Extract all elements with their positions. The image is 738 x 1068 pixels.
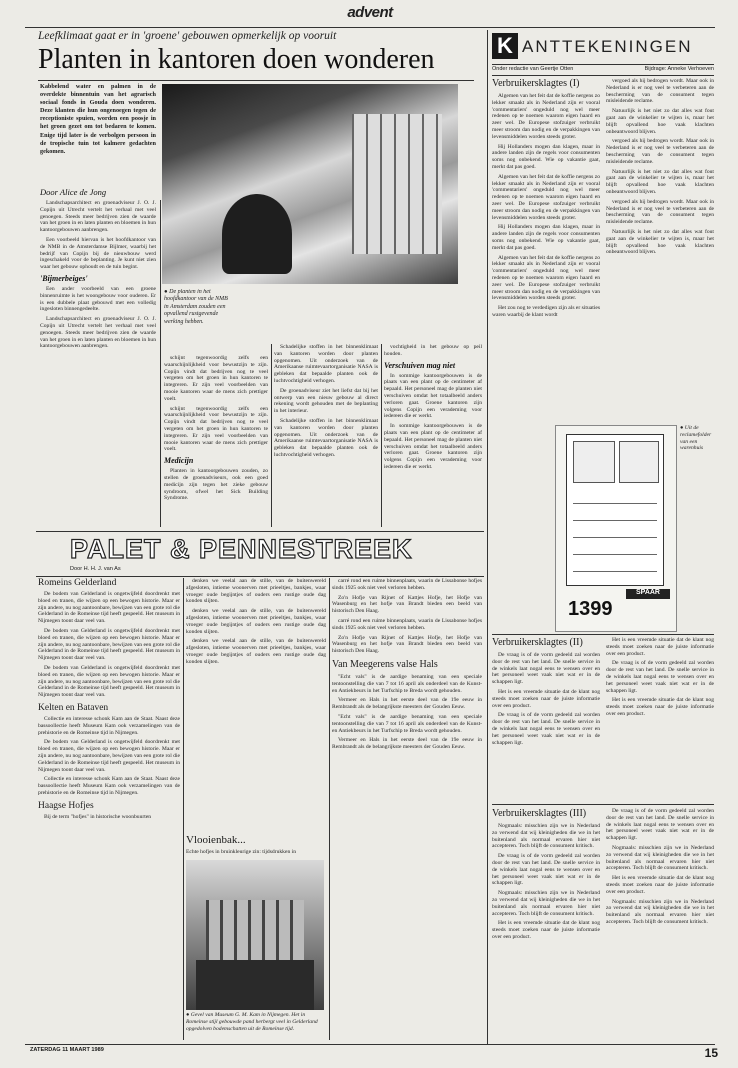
kant-para: De vraag is of de vorm gedeeld zal worden door de rest van het land. De snelle service in de winkels laat nogal eens te wensen over en het personeel weet vaak niet wat er in de schappen ligt.: [606, 808, 714, 842]
subhead-verschuiven: Verschuiven mag niet: [384, 360, 456, 370]
subhead-kelten: Kelten en Bataven: [38, 702, 109, 713]
kant-rule: [492, 634, 714, 635]
footer-rule: [25, 1044, 715, 1045]
fridge-body: [566, 434, 664, 586]
palet-para: De bodem van Gelderland is ongetwijfeld doordrenkt met bloed en tranen, die wijzen op een bewogen historie. Maar er zijn andere, nu nog aantoonbare, bewijzen van een grote rol die Gelderland in de Romeinse tijd heeft gespeeld. Het museum in Nijmegen toont daar veel van.: [38, 664, 180, 699]
palet-para: Vermeer en Hals in het eerste deel van de 19e eeuw in Rembrandt als de belangrijkste meesters der Gouden Eeuw.: [332, 737, 482, 751]
caption-bullet: ●: [164, 289, 170, 295]
col-divider: [381, 344, 382, 527]
kant-col3: [492, 652, 600, 800]
palet-para: De bodem van Gelderland is ongetwijfeld doordrenkt met bloed en tranen, die wijzen op een bewogen historie. Maar er zijn andere, nu nog aantoonbare, bewijzen van een grote rol die Gelderland in de Romeinse tijd heeft gespeeld. Het museum in Nijmegen toont daar veel van.: [38, 591, 180, 625]
col3-para2: De groenadviseur ziet het liefst dat bij het ontwerp van een nieuw gebouw al direct rekening wordt gehouden met de beplanting in het interieur.: [274, 387, 378, 415]
caption-text: De planten in het hoofdkantoor van de NMB in Amsterdam zouden een opvallend rustgevende werking hebben.: [164, 289, 228, 325]
kant-para: Natuurlijk is het niet zo dat alles wat fout gaat aan de winkelier te wijten is, maar het blijft opvallend hoe vaak klachten onbeantwoord blijven.: [606, 168, 714, 195]
article-kicker: Leefklimaat gaat er in 'groene' gebouwen opmerkelijk op vooruit: [38, 30, 337, 42]
kant-col5: [492, 823, 600, 1038]
palet-para: denken we veelal aan de stille, van de buitenwereld afgesloten, intieme woonerven met prieeltjes, bankjes, waar vroeger oude begijntjes of ouders een rustige oude dag konden slijten.: [186, 578, 326, 605]
kant-para: Nogmaals: misschien zijn we in Nederland zo verwend dat wij kleinigheden die we in het buitenland als normaal ervaren hier niet accepteren. Toch blijft de consument kritisch.: [606, 898, 714, 925]
palet-byline: Door H. H. J. van As: [70, 566, 121, 572]
col2-para3: Planten in kantoorgebouwen zouden, zo stellen de groenadviseurs, ook een goed medicijn zijn tegen het zieke gebouw syndroom, ofwel het Sick Building Syndrome.: [164, 468, 268, 502]
col3-para1: Schadelijke stoffen in het binnenklimaat van kantoren worden door planten opgenomen. Uit onderzoek van de Amerikaanse ruimtevaartorganisatie NASA is gebleken dat bepaalde planten ook de luchtvochtigheid verhogen.: [274, 344, 378, 384]
kant-para: Hij Hollanders mogen dan klagen, maar in andere landen zijn de regels voor consumenten soms nog onbekend. Wie op vakantie gaat, merkt dat pas goed.: [492, 224, 600, 251]
palet-col3: [332, 578, 482, 1040]
kanttekeningen-header: [492, 32, 714, 62]
section-rule: [36, 531, 484, 532]
col4-para1: vochtigheid in het gebouw op peil houden.: [384, 344, 482, 357]
kant-rule: [492, 64, 714, 65]
article-col4: [384, 344, 482, 527]
palet-para: De bodem van Gelderland is ongetwijfeld doordrenkt met bloed en tranen, die wijzen op een bewogen historie. Maar er zijn andere, nu nog aantoonbare, bewijzen van een grote rol die Gelderland in de Romeinse tijd heeft gespeeld. Het museum in Nijmegen toont daar veel van.: [38, 739, 180, 773]
col1-para3: Een ander voorbeeld van een groene binnenruimte is het woongebouw voor ouderen. Er is een dubbele plaat gebouwd met een volledig ingesloten binnengedeelte.: [40, 285, 156, 313]
kant-rule: [492, 804, 714, 805]
palet-para: Vermeer en Hals in het eerste deel van de 19e eeuw in Rembrandt als de belangrijkste meesters der Gouden Eeuw.: [332, 697, 482, 711]
caption-bullet: ●: [680, 425, 685, 431]
masthead-rule: [25, 27, 715, 28]
museum-base: [196, 960, 314, 1010]
subhead-bijmerbeiges: 'Bijmerbeiges': [40, 273, 88, 283]
advent-logo-text: advent: [347, 4, 393, 21]
museum-photo-caption: [186, 1012, 326, 1042]
kant-col2: [606, 78, 714, 418]
subhead-van-meegeren: Van Meegerens valse Hals: [332, 658, 438, 670]
right-column-divider: [487, 30, 488, 1045]
col4-para2: In sommige kantoorgebouwen is de plaats van een plant op de centimeter af bepaald. Het personeel mag de planten niet verschuiven omdat het totaalbeeld anders verloren gaat. Groene kantoren zijn volgens Copijn een verademing voor iedereen die er werkt.: [384, 372, 482, 420]
fridge-shelves: [573, 487, 657, 577]
headline-rule: [38, 80, 474, 81]
palet-para: "Echt vals" is de aardige benaming van een speciale tentoonstelling die van 7 tot 16 april als onderdeel van de Kunst- en Antiekbeurs in het Turfschip te Breda wordt gehouden.: [332, 673, 482, 694]
kant-para: De vraag is of de vorm gedeeld zal worden door de rest van het land. De snelle service in de winkels laat nogal eens te wensen over en het personeel weet vaak niet wat er in de schappen ligt.: [492, 712, 600, 746]
kant-col4: [606, 637, 714, 800]
column-contributor: Bijdrage: Anneke Verhoeven: [644, 66, 714, 72]
kanttekeningen-title: ANTTEKENINGEN: [522, 37, 693, 56]
kant-para: De vraag is of de vorm gedeeld zal worden door de rest van het land. De snelle service in de winkels laat nogal eens te wensen over en het personeel weet vaak niet wat er in de schappen ligt.: [606, 660, 714, 694]
kant-para: Hij Hollanders mogen dan klagen, maar in andere landen zijn de regels voor consumenten soms nog onbekend. Wie op vakantie gaat, merkt dat pas goed.: [492, 143, 600, 170]
page-number: 15: [704, 1046, 718, 1060]
caption-bullet: ●: [186, 1012, 191, 1018]
section-rule: [36, 576, 484, 577]
kant-para: vergoed als hij bedrogen wordt. Maar ook in Nederland is er nog veel te verbeteren aan de bescherming van de consument tegen misleidende reclame.: [606, 198, 714, 226]
kant-para: Nogmaals: misschien zijn we in Nederland zo verwend dat wij kleinigheden die we in het buitenland als normaal ervaren hier niet accepteren. Toch blijft de consument kritisch.: [492, 890, 600, 917]
palet-para: denken we veelal aan de stille, van de buitenwereld afgesloten, intieme woonerven met prieeltjes, bankjes, waar vroeger oude begijntjes of ouders een rustige oude dag konden slijten.: [186, 638, 326, 665]
palet-para: "Echt vals" is de aardige benaming van een speciale tentoonstelling die van 7 tot 16 april als onderdeel van de Kunst- en Antiekbeurs in het Turfschip te Breda wordt gehouden.: [332, 713, 482, 734]
kant-para: Nogmaals: misschien zijn we in Nederland zo verwend dat wij kleinigheden die we in het buitenland als normaal ervaren hier niet accepteren. Toch blijft de consument kritisch.: [492, 823, 600, 850]
subhead-vlooienbak: Vlooienbak...: [186, 834, 246, 846]
fridge-compartment: [619, 441, 659, 483]
kant-col6: [606, 808, 714, 1038]
col2-para2: schijnt tegenwoordig zelfs een waarschijnlijkheid voor bewustzijn te zijn. Copijn vindt dat bedrijven nog te veel vergeten om het groen in hun kantoren te integreren. Er zijn veel voorbeelden van mooie kantoren waar de mens zich prettiger voelt.: [164, 405, 268, 453]
ad-caption: [680, 425, 718, 485]
subhead-romeins: Romeins Gelderland: [38, 578, 117, 588]
col3-para3: Schadelijke stoffen in het binnenklimaat van kantoren worden door planten opgenomen. Uit onderzoek van de Amerikaanse ruimtevaartorganisatie NASA is gebleken dat bepaalde planten ook de luchtvochtigheid verhogen.: [274, 417, 378, 458]
kant-para: Algemen van het feit dat de koffie nergens zo lekker smaakt als in Nederland zijn er vooral 'commentariers' ongeduld nog wel meer redenen op te noemen waarom eigen haard en zeer wel. De Europese stofzuiger verbruikt meer stroom dan nodig en de verpakkingen van levensmiddelen worden steeds groter.: [492, 173, 600, 221]
col1-para1: Landschapsarchitect en groenadviseur J. O. J. Copijn uit Utrecht vertelt het verhaal met veel genoegen. Steeds meer bedrijven zien de waarde van het groen in en laten planten en bloemen in hun kantoorgebouwen aanbrengen.: [40, 200, 156, 234]
col-divider: [183, 578, 184, 1040]
kant-para: Natuurlijk is het niet zo dat alles wat fout gaat aan de winkelier te wijten is, maar het blijft opvallend hoe vaak klachten onbeantwoord blijven.: [606, 108, 714, 135]
kant-para: Het is een vreemde situatie dat de klant nog steeds moet zoeken naar de juiste informatie over een product.: [492, 920, 600, 940]
palet-para: Collectie en interesse schonk Kam aan de Staat. Naast deze bassoollectie heeft Museum Kam ook verzamelingen van de prehistorie en de Romeinse tijd in Nijmegen.: [38, 715, 180, 736]
section-verbruikersklagtes-1: Verbruikersklagtes (I): [492, 78, 580, 89]
palet-title: PALET & PENNESTREEK: [70, 534, 413, 564]
main-photo-caption: [164, 289, 228, 351]
kant-para: Het is een vreemde situatie dat de klant nog steeds moet zoeken naar de juiste informatie over een product.: [606, 697, 714, 717]
kant-para: Het is een vreemde situatie dat de klant nog steeds moet zoeken naar de juiste informatie over een product.: [492, 688, 600, 709]
palet-col1: [38, 591, 180, 1039]
kant-para: Nogmaals: misschien zijn we in Nederland zo verwend dat wij kleinigheden die we in het buitenland als normaal ervaren hier niet accepteren. Toch blijft de consument kritisch.: [606, 844, 714, 872]
palet-para: carré rond een ruime binnenplaats, waarin de Lissabonse hofjes sinds 1925 ook niet veel verloren hebben.: [332, 578, 482, 591]
museum-kam-photo: [186, 860, 324, 1010]
kant-para: Het zou nog te verdedigen zijn als er situaties waren waarbij de klant wordt: [492, 305, 600, 318]
article-byline: Door Alice de Jong: [40, 187, 107, 197]
col2-para1: schijnt tegenwoordig zelfs een waarschijnlijkheid voor bewustzijn te zijn. Copijn vindt dat bedrijven nog te veel vergeten om het groen in hun kantoren te integreren. Er zijn veel voorbeelden van mooie kantoren waar de mens zich prettiger voelt.: [164, 355, 268, 402]
kant-para: De vraag is of de vorm gedeeld zal worden door de rest van het land. De snelle service in de winkels laat nogal eens te wensen over en het personeel weet vaak niet wat er in de schappen ligt.: [492, 853, 600, 887]
kant-para: Het is een vreemde situatie dat de klant nog steeds moet zoeken naar de juiste informatie over een product.: [606, 637, 714, 657]
ad-caption-text: Uit de reclamefolder van een warenhuis: [680, 425, 712, 452]
kant-para: vergoed als hij bedrogen wordt. Maar ook in Nederland is er nog veel te verbeteren aan de bescherming van de consument tegen misleidende reclame.: [606, 138, 714, 165]
fridge-compartment: [573, 441, 615, 483]
article-col2: [164, 355, 268, 527]
ad-brand: SPAAR: [626, 589, 670, 599]
col-divider: [329, 578, 330, 1040]
photo-windows: [352, 114, 442, 254]
palet-para: denken we veelal aan de stille, van de buitenwereld afgesloten, intieme woonerven met prieeltjes, bankjes, waar vroeger oude begijntjes of ouders een rustige oude dag konden slijten.: [186, 608, 326, 635]
article-col3: [274, 344, 378, 527]
kanttekeningen-letter-box: [492, 33, 518, 59]
col-divider: [271, 344, 272, 527]
col4-para3: In sommige kantoorgebouwen is de plaats van een plant op de centimeter af bepaald. Het personeel mag de planten niet verschuiven omdat het totaalbeeld anders verloren gaat. Groene kantoren zijn volgens Copijn een verademing voor iedereen die er werkt.: [384, 423, 482, 470]
palet-para: Zo'n Hofje van Rijnet of Kattjes Hofje, het Hofje van Wasenburg en het hofje van Brandt bieden een beeld van historisch Den Haag.: [332, 594, 482, 615]
ad-price: 1399: [568, 598, 613, 620]
kant-rule: [492, 75, 714, 76]
kant-para: De vraag is of de vorm gedeeld zal worden door de rest van het land. De snelle service in de winkels laat nogal eens te wensen over en het personeel weet vaak niet wat er in de schappen ligt.: [492, 652, 600, 686]
main-article-photo: [162, 84, 458, 284]
advent-logo: [338, 4, 402, 24]
subhead-haagse-hofjes: Haagse Hofjes: [38, 800, 94, 811]
kant-para: Het is een vreemde situatie dat de klant nog steeds moet zoeken naar de juiste informatie over een product.: [606, 875, 714, 895]
article-col1: [40, 200, 156, 480]
fridge-advertisement: [555, 425, 677, 632]
kanttekeningen-letter: K: [497, 33, 513, 58]
col1-para4: Landschapsarchitect en groenadviseur J. O. J. Copijn uit Utrecht vertelt het verhaal met veel genoegen. Steeds meer bedrijven zien de waarde van het groen in en laten planten en bloemen in hun kantoorgebouwen aanbrengen.: [40, 316, 156, 350]
kant-para: Algemen van het feit dat de koffie nergens zo lekker smaakt als in Nederland zijn er vooral 'commentariers' ongeduld nog wel meer redenen op te noemen waarom eigen haard en zeer wel. De Europese stofzuiger verbruikt meer stroom dan nodig en de verpakkingen van levensmiddelen worden steeds groter.: [492, 93, 600, 140]
article-headline: Planten in kantoren doen wonderen: [38, 44, 435, 75]
palet-col2: [186, 578, 326, 832]
col-divider: [160, 200, 161, 527]
footer-date: ZATERDAG 11 MAART 1989: [30, 1047, 104, 1053]
kant-para: vergoed als hij bedrogen wordt. Maar ook in Nederland is er nog veel te verbeteren aan de bescherming van de consument tegen misleidende reclame.: [606, 78, 714, 105]
kant-para: Algemen van het feit dat de koffie nergens zo lekker smaakt als in Nederland zijn er vooral 'commentariers' ongeduld nog wel meer redenen op te noemen waarom eigen haard en zeer wel. De Europese stofzuiger verbruikt meer stroom dan nodig en de verpakkingen van levensmiddelen worden steeds groter.: [492, 254, 600, 302]
col1-para2: Een voorbeeld hiervan is het hoofdkantoor van de NMB in de Amsterdamse Bijlmer, waarbij het bedrijf van Copijn bij de nieuwbouw werd ingeschakeld voor de beplanting. Je kunt niet zien waar het gebouw ophoudt en de tuin begint.: [40, 236, 156, 271]
museum-caption-text: Gevel van Museum G. M. Kam in Nijmegen. Het in Romeinse stijl gebouwde pand herbergt veel in Gelderland opgedolven bodemschatten uit de Romeinse tijd.: [186, 1012, 318, 1032]
subhead-medicijn: Medicijn: [164, 456, 194, 466]
palet-para: De bodem van Gelderland is ongetwijfeld doordrenkt met bloed en tranen, die wijzen op een bewogen historie. Maar er zijn andere, nu nog aantoonbare, bewijzen van een grote rol die Gelderland in de Romeinse tijd heeft gespeeld. Het museum in Nijmegen toont daar veel van.: [38, 627, 180, 662]
article-lead: Kabbelend water en palmen in de overdekte binnentuin van het agrarisch sociaal fonds in Gouda doen wonderen. Deze klanten die hun ongenoegen tegen de receptioniste spuien, worden een poosje in het groen gezet om tot bedaren te komen. Enige tijd later is de verbolgen persoon in de tropische tuin tot kalmere gedachten gekomen.: [40, 83, 156, 155]
palet-para: carré rond een ruime binnenplaats, waarin de Lissabonse hofjes sinds 1925 ook niet veel verloren hebben.: [332, 617, 482, 631]
photo-plant: [222, 194, 292, 274]
museum-facade: [206, 900, 304, 960]
section-verbruikersklagtes-3: Verbruikersklagtes (III): [492, 808, 587, 819]
kant-col1: [492, 93, 600, 455]
column-editor: Onder redactie van Geertje Otten: [492, 66, 574, 72]
palet-para: Collectie en interesse schonk Kam aan de Staat. Naast deze bassoollectie heeft Museum Kam ook verzamelingen van de prehistorie en de Romeinse tijd in Nijmegen.: [38, 776, 180, 796]
vlooienbak-text: Echte hofjes in bruinkleurige zin: tijdsdrukken in: [186, 849, 296, 855]
section-verbruikersklagtes-2: Verbruikersklagtes (II): [492, 637, 583, 648]
palet-para: Zo'n Hofje van Rijnet of Kattjes Hofje, het Hofje van Wasenburg en het hofje van Brandt bieden een beeld van historisch Den Haag.: [332, 634, 482, 655]
kant-para: Natuurlijk is het niet zo dat alles wat fout gaat aan de winkelier te wijten is, maar het blijft opvallend hoe vaak klachten onbeantwoord blijven.: [606, 228, 714, 256]
palet-para: Bij de term "hofjes" in historische woonbuurten: [44, 813, 152, 820]
